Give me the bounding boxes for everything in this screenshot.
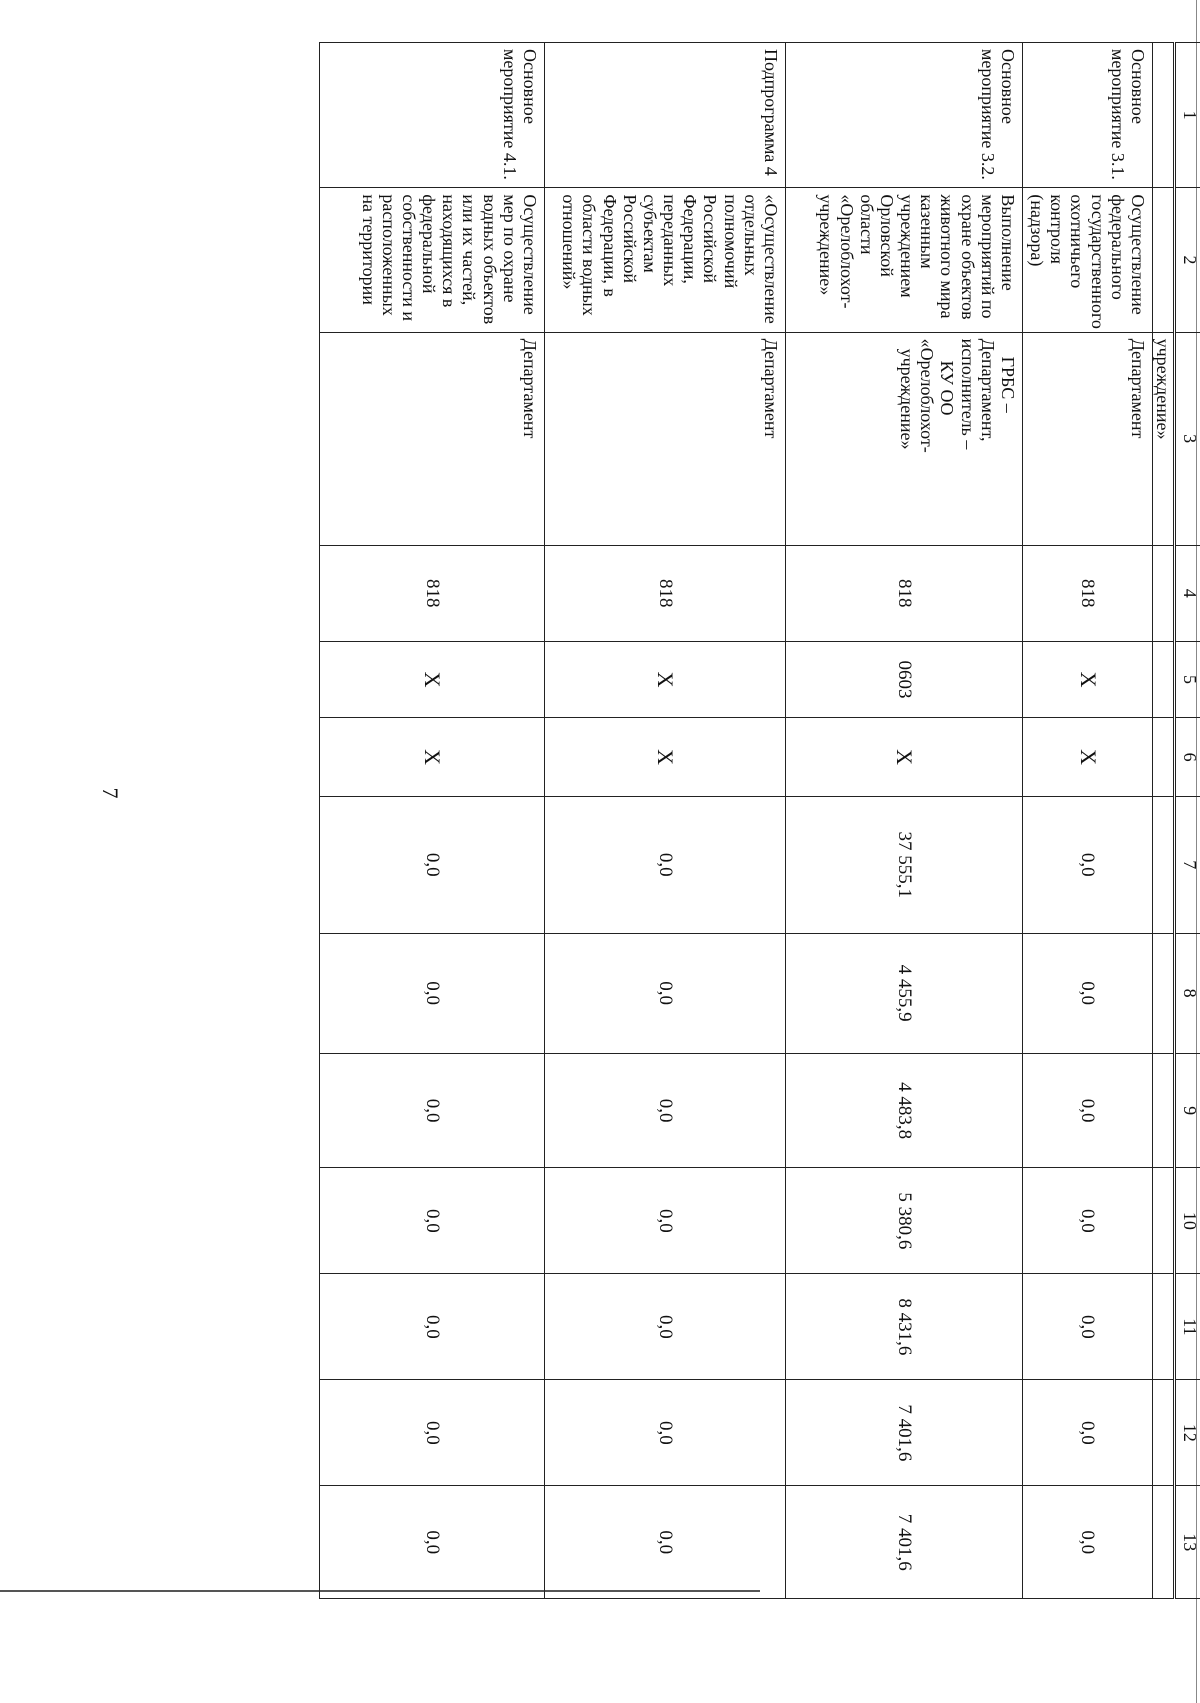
row-description: Осуществление мер по охране водных объектов или их частей, находящихся в федеральной собственности и расположенных на территории [319,188,544,332]
row-value: 0,0 [544,1274,785,1380]
row-value: 0,0 [319,1168,544,1274]
responsible-line: «Орелоблохот- [917,338,938,453]
row-description: «Осуществление отдельных полномочий Российской Федерации, переданных субъектам Российской Федерации, в области водных отношений» [544,188,785,332]
row-responsible [785,332,1022,545]
header-cell: 12 [1175,1380,1200,1486]
row-value: 4 483,8 [785,1053,1022,1168]
header-cell: 9 [1175,1053,1200,1168]
row-value: 8 431,6 [785,1274,1022,1380]
row-csr: Х [785,718,1022,797]
row-rzpr: Х [544,641,785,717]
program-table [319,42,1200,1599]
page-number: 7 [98,787,123,799]
header-cell: 8 [1175,933,1200,1053]
header-cell: 11 [1175,1274,1200,1380]
table-row [785,43,1022,1599]
continuation-text: учреждение» [1152,332,1174,545]
cell-empty [1152,43,1174,188]
row-value-total: 0,0 [544,796,785,933]
header-cell: 7 [1175,796,1200,933]
row-csr: Х [544,718,785,797]
responsible-line: Департамент, [977,338,998,442]
row-code: Подпрограмма 4 [544,43,785,188]
row-value-total: 37 555,1 [785,796,1022,933]
responsible-line: исполнитель – [957,338,978,450]
row-value: 0,0 [1022,1486,1152,1599]
row-value: 0,0 [1022,933,1152,1053]
row-responsible: Департамент [544,332,785,545]
row-description: Выполнение мероприятий по охране объектов животного мира казенным учреждением Орловской области «Орелоблохот-учреждение» [785,188,1022,332]
cell-empty [1152,718,1174,797]
table-row [319,43,544,1599]
cell-empty [1152,1486,1174,1599]
header-cell: 10 [1175,1168,1200,1274]
row-value: 0,0 [319,933,544,1053]
cell-empty [1152,1053,1174,1168]
table-row [1022,43,1152,1599]
row-rzpr: 0603 [785,641,1022,717]
row-value: 0,0 [544,933,785,1053]
cell-empty [1152,933,1174,1053]
row-value: 0,0 [319,1053,544,1168]
header-cell: 13 [1175,1486,1200,1599]
row-value: 0,0 [319,1274,544,1380]
cell-empty [1152,796,1174,933]
row-grbs-code: 818 [319,545,544,641]
row-csr: Х [319,718,544,797]
header-cell: 5 [1175,641,1200,717]
row-value: 0,0 [544,1053,785,1168]
row-value-total: 0,0 [1022,796,1152,933]
row-grbs-code: 818 [785,545,1022,641]
row-value: 0,0 [1022,1380,1152,1486]
header-cell: 4 [1175,545,1200,641]
table-row [544,43,785,1599]
cell-empty [1152,545,1174,641]
row-value: 0,0 [1022,1274,1152,1380]
header-cell: 3 [1175,332,1200,545]
responsible-line: ГРБС – [997,356,1018,413]
cell-empty [1152,641,1174,717]
row-value: 4 455,9 [785,933,1022,1053]
row-rzpr: Х [1022,641,1152,717]
row-csr: Х [1022,718,1152,797]
row-grbs-code: 818 [1022,545,1152,641]
table-container [170,42,1200,1599]
row-value: 0,0 [319,1380,544,1486]
row-description: Осуществление федерального государственного охотничьего контроля (надзора) [1022,188,1152,332]
row-grbs-code: 818 [544,545,785,641]
row-value: 0,0 [544,1168,785,1274]
row-code: Основное мероприятие 3.2. [785,43,1022,188]
row-value: 0,0 [1022,1168,1152,1274]
continuation-row [1152,43,1174,1599]
row-value-total: 0,0 [319,796,544,933]
row-value: 0,0 [319,1486,544,1599]
row-code: Основное мероприятие 3.1. [1022,43,1152,188]
header-cell: 2 [1175,188,1200,332]
row-value: 5 380,6 [785,1168,1022,1274]
cell-empty [1152,1380,1174,1486]
responsible-line: учреждение» [897,348,918,450]
row-value: 7 401,6 [785,1380,1022,1486]
row-value: 0,0 [544,1486,785,1599]
header-row [1175,43,1200,1599]
rotated-table-frame [170,42,1200,1599]
row-value: 7 401,6 [785,1486,1022,1599]
header-cell: 6 [1175,718,1200,797]
row-code: Основное мероприятие 4.1. [319,43,544,188]
row-rzpr: Х [319,641,544,717]
cell-empty [1152,1274,1174,1380]
row-responsible: Департамент [1022,332,1152,545]
row-responsible: Департамент [319,332,544,545]
row-value: 0,0 [1022,1053,1152,1168]
header-cell: 1 [1175,43,1200,188]
cell-empty [1152,188,1174,332]
row-value: 0,0 [544,1380,785,1486]
cell-empty [1152,1168,1174,1274]
responsible-line: КУ ОО [937,360,958,416]
